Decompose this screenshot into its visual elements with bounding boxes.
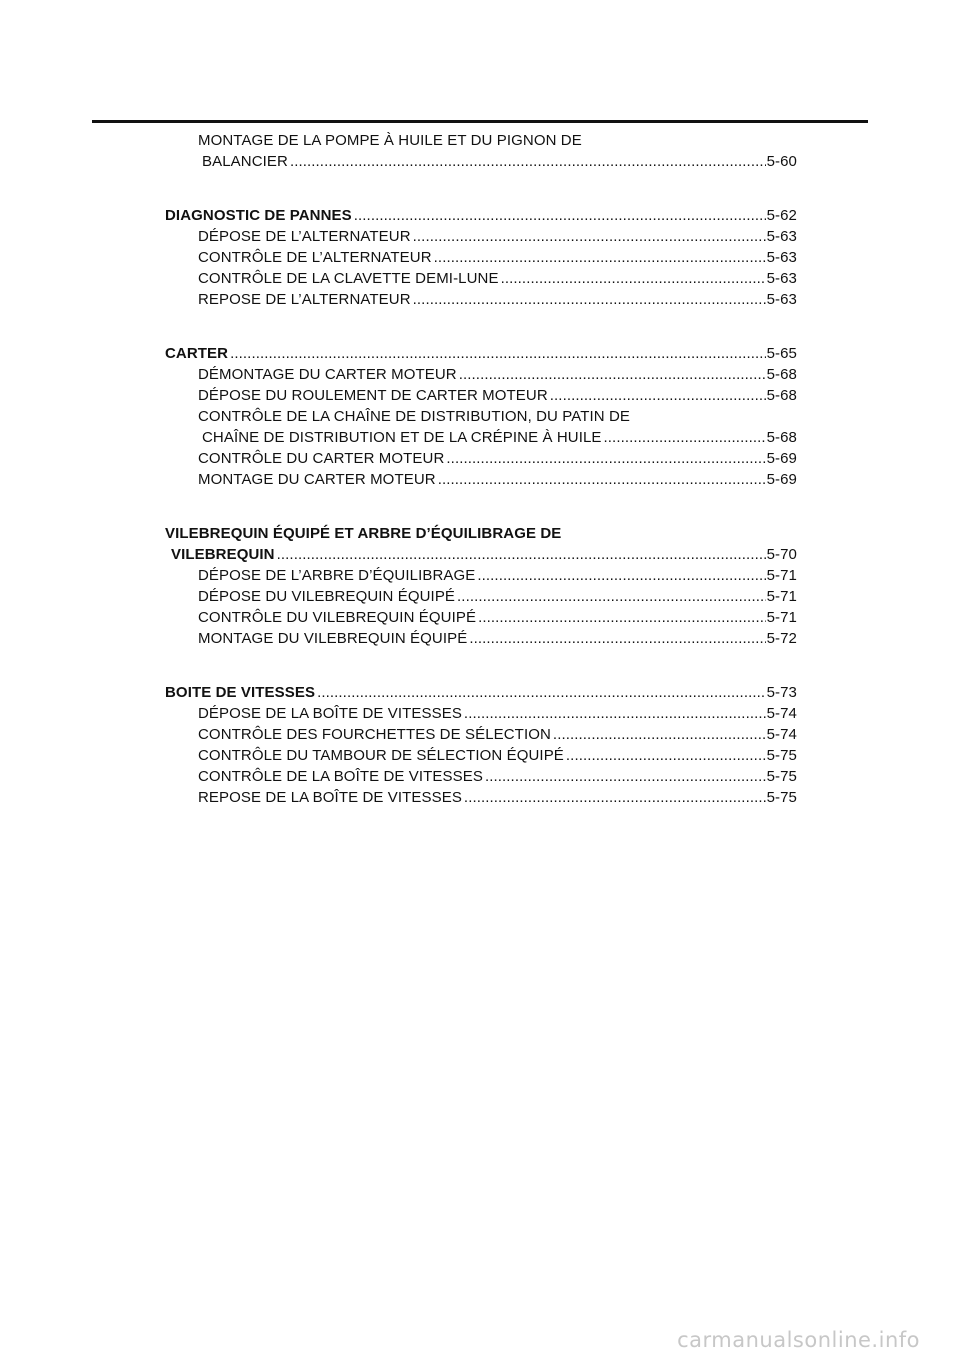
dot-leader bbox=[501, 268, 766, 289]
toc-section-heading bbox=[165, 523, 797, 544]
toc-entry-label: CONTRÔLE DU TAMBOUR DE SÉLECTION ÉQUIPÉ bbox=[198, 747, 564, 764]
toc-page-number: 5-60 bbox=[766, 153, 797, 170]
toc-page-number: 5-74 bbox=[766, 726, 797, 743]
toc-entry[interactable] bbox=[165, 724, 797, 745]
toc-page-number: 5-63 bbox=[766, 228, 797, 245]
toc-entry-label: DÉMONTAGE DU CARTER MOTEUR bbox=[198, 366, 457, 383]
section-title: DIAGNOSTIC DE PANNES bbox=[165, 207, 352, 224]
toc-entry-label: MONTAGE DU VILEBREQUIN ÉQUIPÉ bbox=[198, 630, 468, 647]
dot-leader bbox=[550, 385, 766, 406]
dot-leader bbox=[464, 703, 766, 724]
toc-entry-label: CONTRÔLE DU VILEBREQUIN ÉQUIPÉ bbox=[198, 609, 477, 626]
toc-page-number: 5-63 bbox=[766, 291, 797, 308]
dot-leader bbox=[604, 427, 766, 448]
toc-page-number: 5-68 bbox=[766, 387, 797, 404]
toc-page-number: 5-68 bbox=[766, 429, 797, 446]
toc-entry[interactable] bbox=[165, 703, 797, 724]
dot-leader bbox=[413, 289, 766, 310]
toc-page-number: 5-71 bbox=[766, 567, 797, 584]
dot-leader bbox=[438, 469, 766, 490]
dot-leader bbox=[566, 745, 766, 766]
toc-entry-label: CONTRÔLE DU CARTER MOTEUR bbox=[198, 450, 445, 467]
section-title: VILEBREQUIN ÉQUIPÉ ET ARBRE D’ÉQUILIBRAGE DE bbox=[165, 525, 562, 542]
toc-entry-label: DÉPOSE DE LA BOÎTE DE VITESSES bbox=[198, 705, 462, 722]
dot-leader bbox=[290, 151, 766, 172]
toc-entry-label: CONTRÔLE DES FOURCHETTES DE SÉLECTION bbox=[198, 726, 551, 743]
toc-page-number: 5-71 bbox=[766, 609, 797, 626]
toc-page-number: 5-69 bbox=[766, 450, 797, 467]
dot-leader bbox=[469, 628, 765, 649]
section-title: VILEBREQUIN bbox=[171, 546, 275, 563]
section-title: CARTER bbox=[165, 345, 229, 362]
toc-page-number: 5-70 bbox=[766, 546, 797, 563]
toc-section-heading[interactable] bbox=[165, 343, 797, 364]
toc-page-number: 5-68 bbox=[766, 366, 797, 383]
toc-entry-label: CONTRÔLE DE LA CHAÎNE DE DISTRIBUTION, DU PATIN DE bbox=[198, 408, 631, 425]
toc-entry-label: MONTAGE DU CARTER MOTEUR bbox=[198, 471, 436, 488]
dot-leader bbox=[413, 226, 766, 247]
toc-entry-label: DÉPOSE DE L’ALTERNATEUR bbox=[198, 228, 411, 245]
toc-entry-label: CHAÎNE DE DISTRIBUTION ET DE LA CRÉPINE À HUILE bbox=[202, 429, 602, 446]
section-title: BOITE DE VITESSES bbox=[165, 684, 316, 701]
toc-page-number: 5-69 bbox=[766, 471, 797, 488]
table-of-contents bbox=[165, 130, 797, 808]
dot-leader bbox=[354, 205, 766, 226]
dot-leader bbox=[553, 724, 766, 745]
dot-leader bbox=[464, 787, 766, 808]
toc-entry[interactable] bbox=[165, 565, 797, 586]
toc-entry-label: BALANCIER bbox=[202, 153, 288, 170]
dot-leader bbox=[459, 364, 766, 385]
toc-page-number: 5-62 bbox=[766, 207, 797, 224]
toc-entry[interactable] bbox=[165, 469, 797, 490]
toc-page-number: 5-63 bbox=[766, 249, 797, 266]
dot-leader bbox=[485, 766, 766, 787]
dot-leader bbox=[230, 343, 765, 364]
toc-section-heading[interactable] bbox=[165, 544, 797, 565]
toc-entry bbox=[165, 130, 797, 151]
toc-entry[interactable] bbox=[165, 628, 797, 649]
toc-entry-label: DÉPOSE DE L’ARBRE D’ÉQUILIBRAGE bbox=[198, 567, 476, 584]
toc-entry[interactable] bbox=[165, 427, 797, 448]
toc-entry-label: DÉPOSE DU ROULEMENT DE CARTER MOTEUR bbox=[198, 387, 548, 404]
toc-entry bbox=[165, 406, 797, 427]
toc-entry[interactable] bbox=[165, 745, 797, 766]
toc-section-heading[interactable] bbox=[165, 682, 797, 703]
toc-page-number: 5-74 bbox=[766, 705, 797, 722]
toc-entry[interactable] bbox=[165, 787, 797, 808]
toc-page-number: 5-75 bbox=[766, 768, 797, 785]
toc-entry-label: DÉPOSE DU VILEBREQUIN ÉQUIPÉ bbox=[198, 588, 456, 605]
toc-entry-label: CONTRÔLE DE LA BOÎTE DE VITESSES bbox=[198, 768, 483, 785]
toc-page-number: 5-63 bbox=[766, 270, 797, 287]
toc-entry[interactable] bbox=[165, 268, 797, 289]
toc-entry[interactable] bbox=[165, 364, 797, 385]
toc-entry-label: CONTRÔLE DE L’ALTERNATEUR bbox=[198, 249, 432, 266]
dot-leader bbox=[277, 544, 766, 565]
toc-page-number: 5-75 bbox=[766, 747, 797, 764]
toc-entry[interactable] bbox=[165, 289, 797, 310]
toc-entry[interactable] bbox=[165, 226, 797, 247]
toc-page-number: 5-75 bbox=[766, 789, 797, 806]
toc-page-number: 5-71 bbox=[766, 588, 797, 605]
dot-leader bbox=[317, 682, 765, 703]
header-rule bbox=[92, 120, 868, 123]
toc-entry[interactable] bbox=[165, 151, 797, 172]
dot-leader bbox=[478, 607, 766, 628]
toc-entry[interactable] bbox=[165, 448, 797, 469]
watermark: carmanualsonline.info bbox=[677, 1328, 920, 1352]
toc-entry[interactable] bbox=[165, 385, 797, 406]
dot-leader bbox=[446, 448, 765, 469]
toc-entry[interactable] bbox=[165, 607, 797, 628]
toc-entry-label: MONTAGE DE LA POMPE À HUILE ET DU PIGNON DE bbox=[198, 132, 582, 149]
dot-leader bbox=[457, 586, 766, 607]
dot-leader bbox=[477, 565, 765, 586]
dot-leader bbox=[434, 247, 766, 268]
toc-entry-label: REPOSE DE LA BOÎTE DE VITESSES bbox=[198, 789, 462, 806]
toc-section-heading[interactable] bbox=[165, 205, 797, 226]
toc-entry[interactable] bbox=[165, 766, 797, 787]
toc-entry-label: CONTRÔLE DE LA CLAVETTE DEMI-LUNE bbox=[198, 270, 499, 287]
toc-entry[interactable] bbox=[165, 247, 797, 268]
toc-entry-label: REPOSE DE L’ALTERNATEUR bbox=[198, 291, 411, 308]
toc-page-number: 5-72 bbox=[766, 630, 797, 647]
toc-page-number: 5-73 bbox=[766, 684, 797, 701]
toc-entry[interactable] bbox=[165, 586, 797, 607]
toc-page-number: 5-65 bbox=[766, 345, 797, 362]
